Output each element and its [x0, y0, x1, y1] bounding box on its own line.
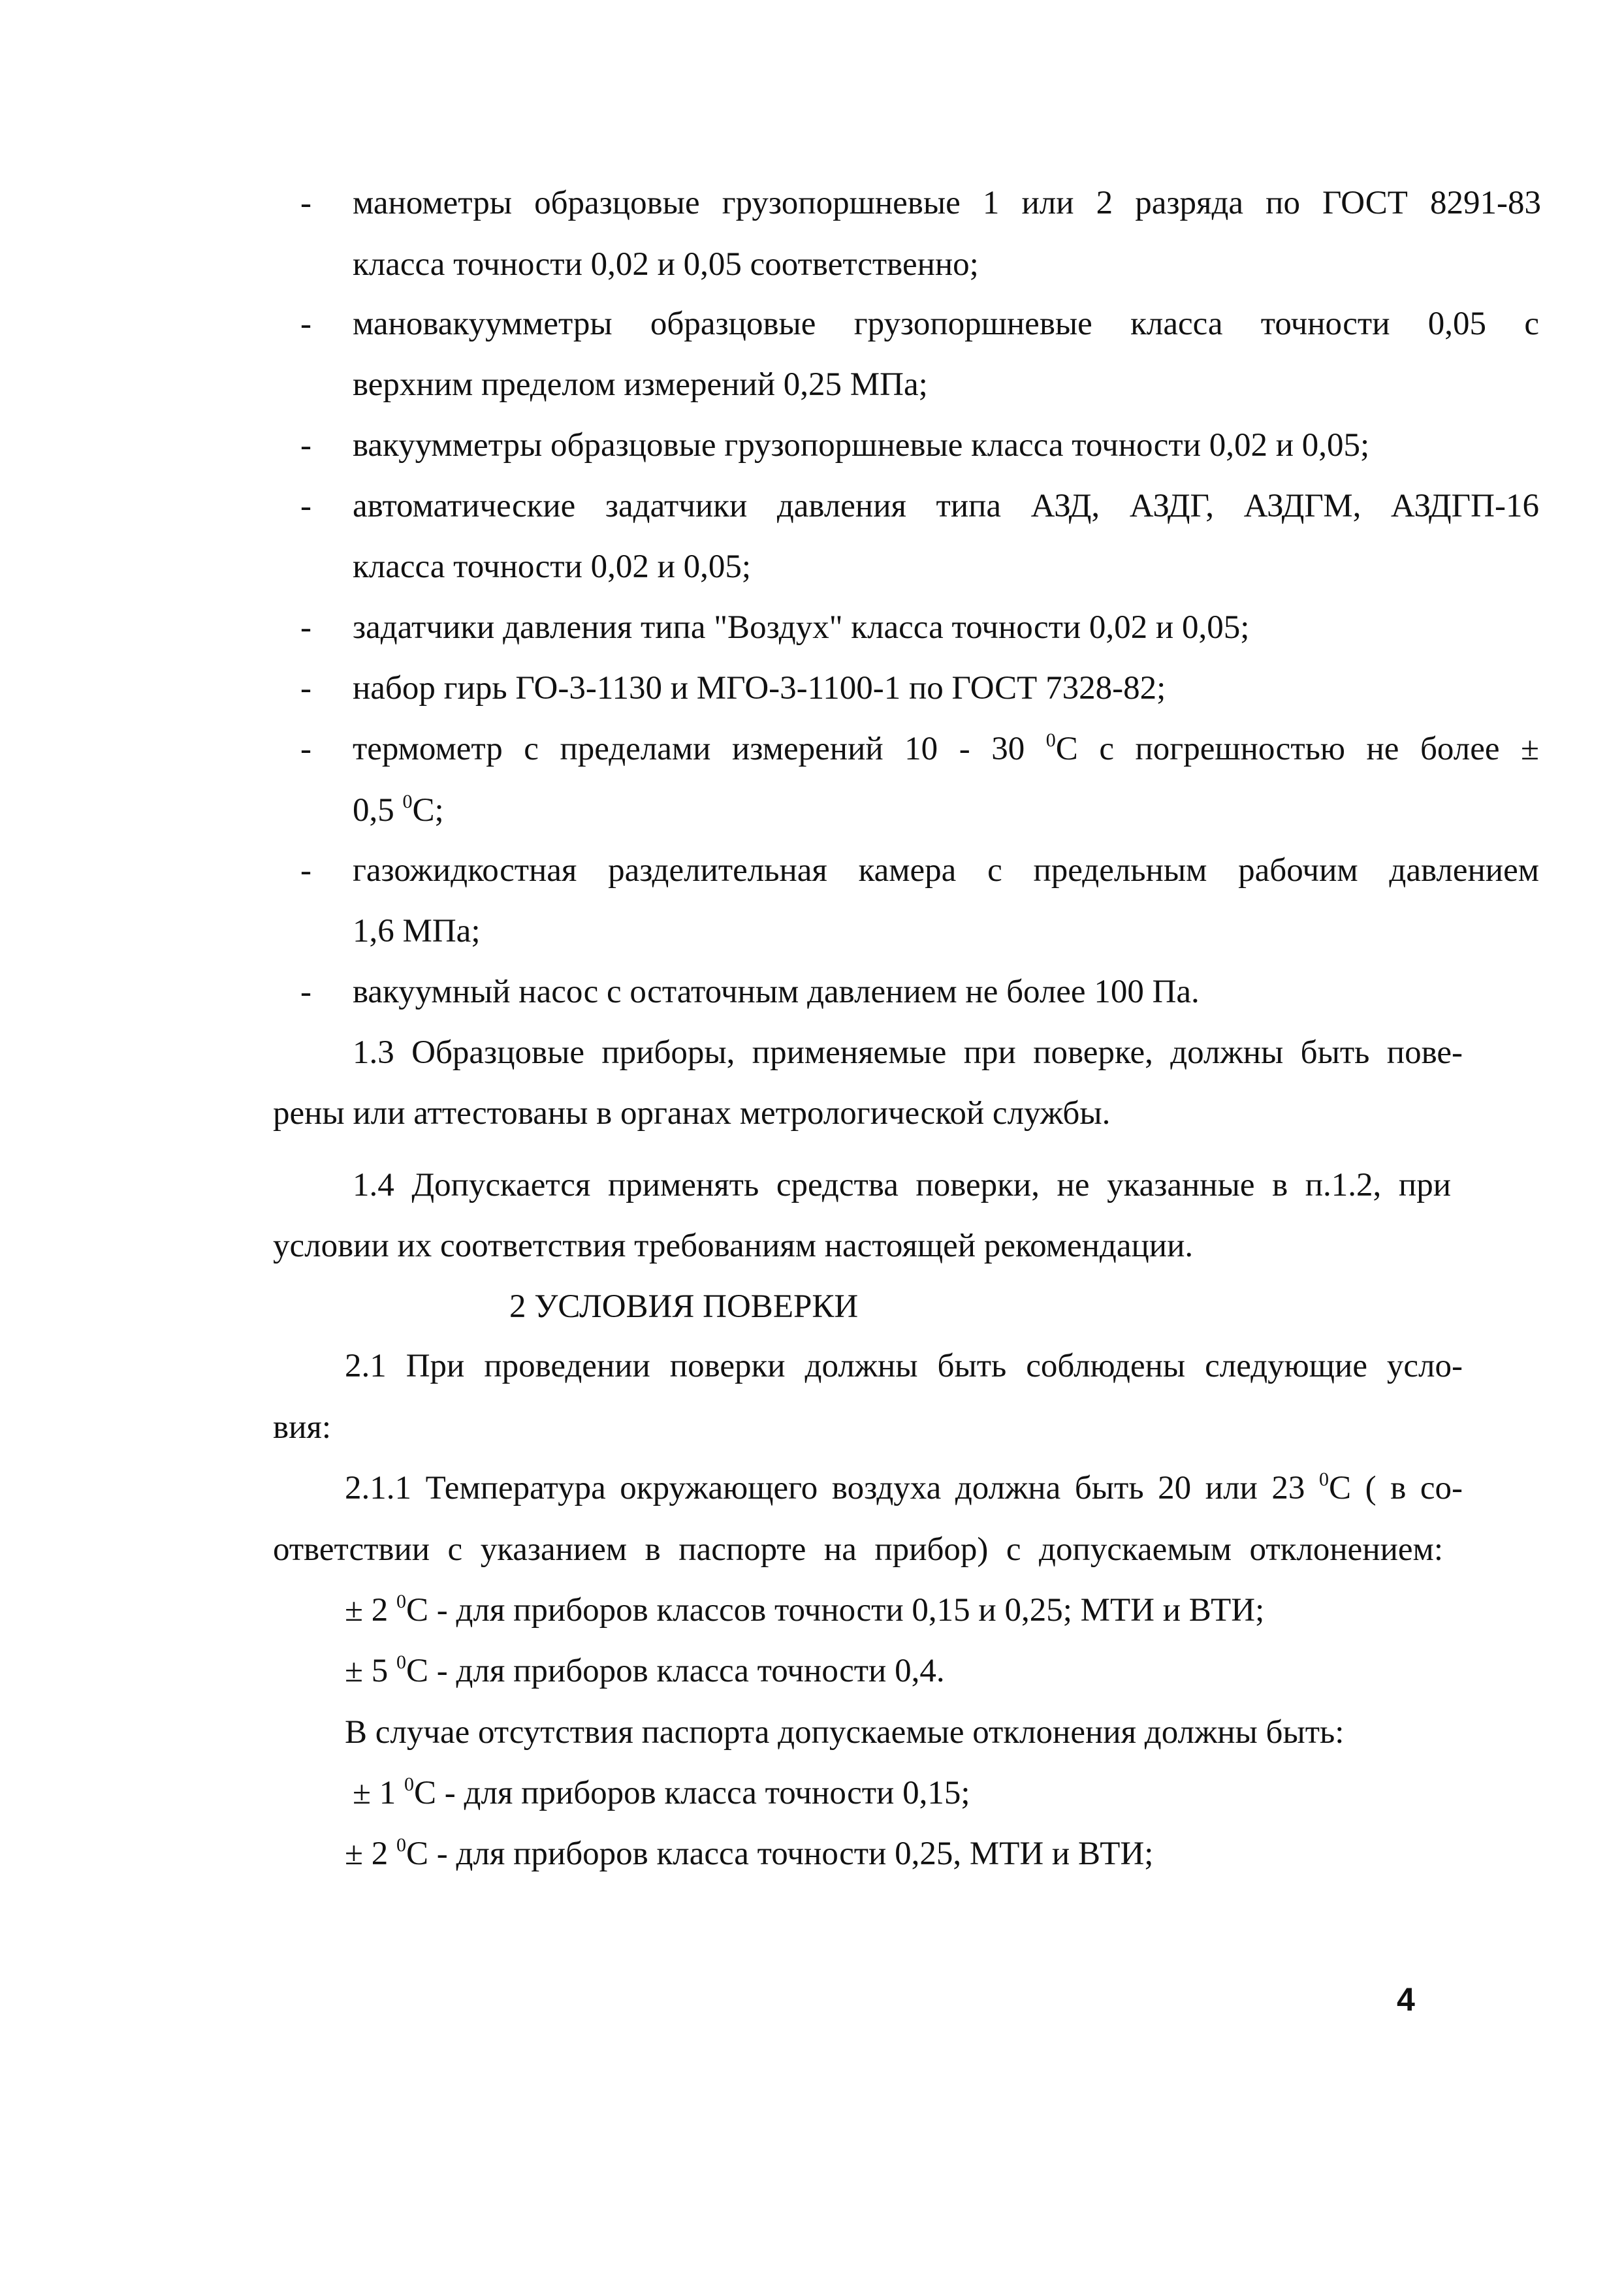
list-dash: - [300, 852, 311, 889]
list-item-line: вакуумметры образцовые грузопоршневые класса точности 0,02 и 0,05; [353, 427, 1370, 464]
list-item-line: автоматические задатчики давления типа АЗД, АЗДГ, АЗДГМ, АЗДГП-16 [353, 488, 1539, 524]
text-run: 2.1.1 Температура окружающего воздуха должна быть 20 или 23 [345, 1470, 1320, 1506]
list-item-line: верхним пределом измерений 0,25 МПа; [353, 366, 928, 403]
paragraph-line: условии их соответствия требованиям настоящей рекомендации. [273, 1228, 1194, 1264]
list-dash: - [300, 488, 311, 524]
section-heading: 2 УСЛОВИЯ ПОВЕРКИ [509, 1288, 859, 1325]
degree-mark: 0 [404, 1774, 414, 1795]
paragraph-line: 1.4 Допускается применять средства поверки, не указанные в п.1.2, при [353, 1167, 1451, 1203]
text-run: С - для приборов класса точности 0,15; [414, 1775, 970, 1811]
list-dash: - [300, 185, 311, 221]
list-dash: - [300, 609, 311, 646]
paragraph-line: ответствии с указанием в паспорте на прибор) с допускаемым отклонением: [273, 1531, 1443, 1568]
list-dash: - [300, 427, 311, 464]
paragraph-line [345, 1469, 1463, 1507]
text-run: ± 2 [345, 1592, 396, 1629]
tolerance-line [345, 1835, 1153, 1873]
list-dash: - [300, 670, 311, 707]
list-item-line: класса точности 0,02 и 0,05 соответственно; [353, 246, 979, 283]
degree-mark: 0 [402, 791, 413, 812]
list-item-line: 1,6 МПа; [353, 913, 481, 949]
text-run: С с погрешностью не более ± [1055, 731, 1539, 767]
text-run: С - для приборов класса точности 0,25, МТИ и ВТИ; [406, 1836, 1154, 1872]
paragraph-line: вия: [273, 1409, 332, 1446]
text-run: С - для приборов класса точности 0,4. [406, 1653, 945, 1689]
degree-mark: 0 [1319, 1469, 1329, 1490]
list-dash: - [300, 974, 311, 1010]
text-run: термометр с пределами измерений 10 - 30 [353, 731, 1046, 767]
list-item-line: манометры образцовые грузопоршневые 1 или 2 разряда по ГОСТ 8291-83 [353, 185, 1541, 221]
list-item-line [353, 730, 1539, 768]
page-number: 4 [1397, 1981, 1415, 2018]
text-run: С; [412, 792, 444, 829]
paragraph-line: В случае отсутствия паспорта допускаемые отклонения должны быть: [345, 1714, 1345, 1751]
list-dash: - [300, 306, 311, 342]
list-item-line: газожидкостная разделительная камера с предельным рабочим давлением [353, 852, 1539, 889]
text-run: ± 5 [345, 1653, 396, 1689]
list-item-line: задатчики давления типа "Воздух" класса точности 0,02 и 0,05; [353, 609, 1250, 646]
tolerance-line [345, 1591, 1264, 1629]
degree-mark: 0 [1045, 729, 1056, 751]
text-run: ± 1 [353, 1775, 404, 1811]
tolerance-line [353, 1774, 970, 1812]
text-run: ± 2 [345, 1836, 396, 1872]
text-run: С - для приборов классов точности 0,15 и 0,25; МТИ и ВТИ; [406, 1592, 1265, 1629]
list-item-line: мановакуумметры образцовые грузопоршневые класса точности 0,05 с [353, 306, 1539, 342]
paragraph-line: 1.3 Образцовые приборы, применяемые при поверке, должны быть пове- [353, 1034, 1463, 1071]
degree-mark: 0 [396, 1834, 406, 1856]
text-run: 0,5 [353, 792, 403, 829]
paragraph-line: рены или аттестованы в органах метрологической службы. [273, 1095, 1111, 1132]
text-run: С ( в со- [1329, 1470, 1463, 1506]
list-item-line: класса точности 0,02 и 0,05; [353, 549, 752, 585]
degree-mark: 0 [396, 1651, 406, 1673]
paragraph-line: 2.1 При проведении поверки должны быть соблюдены следующие усло- [345, 1348, 1463, 1384]
tolerance-line [345, 1652, 945, 1690]
list-item-line [353, 791, 444, 829]
list-item-line: набор гирь ГО-3-1130 и МГО-3-1100-1 по ГОСТ 7328-82; [353, 670, 1166, 707]
degree-mark: 0 [396, 1591, 406, 1612]
list-item-line: вакуумный насос с остаточным давлением не более 100 Па. [353, 974, 1200, 1010]
list-dash: - [300, 731, 311, 767]
